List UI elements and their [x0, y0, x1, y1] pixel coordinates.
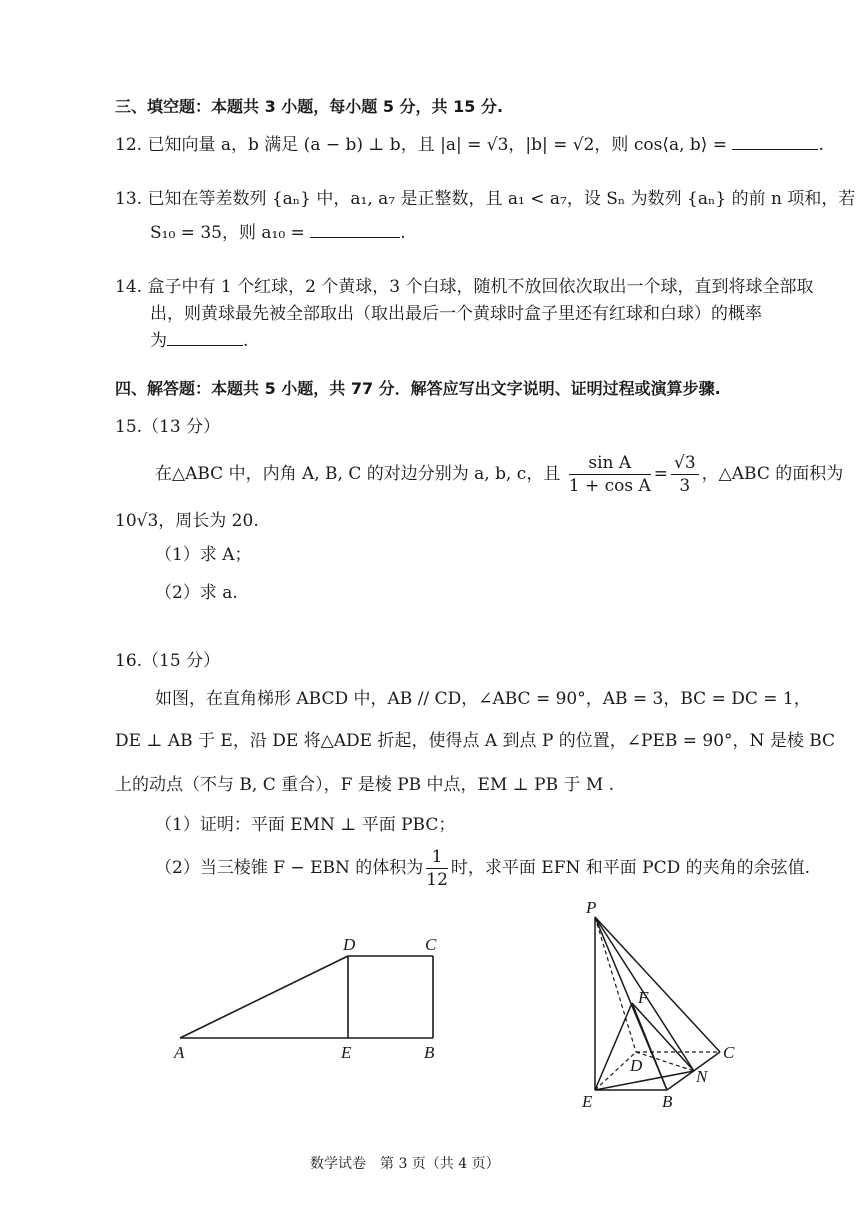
label-N: N — [696, 1067, 708, 1086]
question-15-intro: 在△ABC 中，内角 A, B, C 的对边分别为 a, b, c，且 — [155, 464, 561, 484]
question-14-tail: . — [243, 331, 249, 351]
question-16-fraction-numerator: 1 — [426, 846, 448, 869]
label-B: B — [424, 1043, 435, 1062]
section-4-heading: 四、解答题：本题共 5 小题，共 77 分．解答应写出文字说明、证明过程或演算步骤. — [115, 379, 721, 398]
label-F: F — [638, 988, 649, 1007]
question-13 — [115, 188, 855, 210]
question-14-line-3-wrap — [150, 330, 248, 352]
question-16-line-1: 如图，在直角梯形 ABCD 中，AB // CD，∠ABC = 90°，AB = 3，BC = DC = 1， — [155, 689, 811, 709]
question-15-fraction-2 — [671, 452, 699, 497]
label-D: D — [630, 1056, 643, 1075]
question-16-part-2 — [155, 846, 810, 891]
question-15-line-2: 10√3，周长为 20. — [115, 511, 259, 531]
label-B: B — [662, 1092, 673, 1111]
question-15-number: 15.（13 分） — [115, 417, 221, 437]
question-13-tail: . — [400, 223, 406, 243]
section-3-heading: 三、填空题：本题共 3 小题，每小题 5 分，共 15 分. — [115, 97, 504, 116]
question-16-part-2-b: 时，求平面 EFN 和平面 PCD 的夹角的余弦值. — [450, 858, 811, 878]
question-14-line-1: 盒子中有 1 个红球，2 个黄球，3 个白球，随机不放回依次取出一个球，直到将球全部取 — [147, 277, 814, 297]
question-13-line-2-wrap — [150, 222, 406, 244]
trapezoid-edges — [180, 956, 433, 1038]
pyramid-solid-edges — [595, 917, 720, 1090]
question-13-number: 13. — [115, 189, 143, 209]
page-footer: 数学试卷 第 3 页（共 4 页） — [310, 1156, 500, 1172]
edge-FB — [632, 1003, 667, 1090]
question-14 — [115, 276, 814, 298]
question-14-line-3: 为 — [150, 331, 167, 351]
question-12-text: 已知向量 a，b 满足 (a − b) ⊥ b，且 |a| = √3，|b| = √2，则 cos⟨a, b⟩ = — [147, 135, 728, 155]
label-E: E — [341, 1043, 352, 1062]
question-15-fraction-1 — [569, 452, 651, 497]
question-14-line-2: 出，则黄球最先被全部取出（取出最后一个黄球时盒子里还有红球和白球）的概率 — [150, 304, 762, 324]
question-15-line-1 — [155, 452, 843, 497]
question-16-number: 16.（15 分） — [115, 651, 221, 671]
label-P: P — [586, 898, 597, 917]
question-16-line-3: 上的动点（不与 B, C 重合），F 是棱 PB 中点，EM ⊥ PB 于 M . — [115, 775, 615, 795]
edge-PD — [595, 917, 636, 1052]
question-16-part-2-a: （2）当三棱锥 F − EBN 的体积为 — [155, 858, 424, 878]
figure-pyramid — [570, 895, 750, 1115]
question-15-fraction-2-denominator: 3 — [679, 476, 691, 496]
label-E: E — [582, 1092, 593, 1111]
edge-AD — [180, 956, 348, 1038]
question-16-line-2: DE ⊥ AB 于 E，沿 DE 将△ADE 折起，使得点 A 到点 P 的位置，∠PEB = 90°，N 是棱 BC — [115, 731, 836, 751]
pyramid-hidden-edges — [595, 917, 720, 1090]
question-12 — [115, 134, 824, 156]
question-12-tail: . — [818, 135, 824, 155]
question-14-answer-blank[interactable] — [167, 344, 243, 346]
label-C: C — [723, 1043, 735, 1062]
question-15-part-2: （2）求 a. — [155, 583, 238, 603]
label-C: C — [425, 935, 437, 954]
question-16-volume-fraction — [426, 846, 448, 891]
question-13-line-1: 已知在等差数列 {aₙ} 中，a₁, a₇ 是正整数，且 a₁ < a₇，设 Sₙ 为数列 {aₙ} 的前 n 项和，若 — [147, 189, 856, 209]
question-15-fraction-1-numerator: sin A — [569, 452, 651, 475]
label-D: D — [343, 935, 356, 954]
question-14-number: 14. — [115, 277, 143, 297]
question-15-after: ，△ABC 的面积为 — [701, 464, 844, 484]
question-16-part-1: （1）证明：平面 EMN ⊥ 平面 PBC； — [155, 815, 456, 835]
question-15-fraction-2-numerator: √3 — [671, 452, 699, 475]
question-13-line-2: S₁₀ = 35，则 a₁₀ = — [150, 223, 305, 243]
figure-trapezoid — [160, 930, 460, 1070]
question-15-fraction-1-denominator: 1 + cos A — [568, 476, 651, 496]
question-15-equals: = — [653, 464, 669, 484]
question-12-answer-blank[interactable] — [732, 148, 818, 150]
label-A: A — [174, 1043, 185, 1062]
question-12-number: 12. — [115, 135, 143, 155]
question-16-fraction-denominator: 12 — [426, 870, 448, 890]
edge-EF — [595, 1003, 632, 1090]
question-13-answer-blank[interactable] — [310, 236, 400, 238]
question-15-part-1: （1）求 A； — [155, 545, 252, 565]
